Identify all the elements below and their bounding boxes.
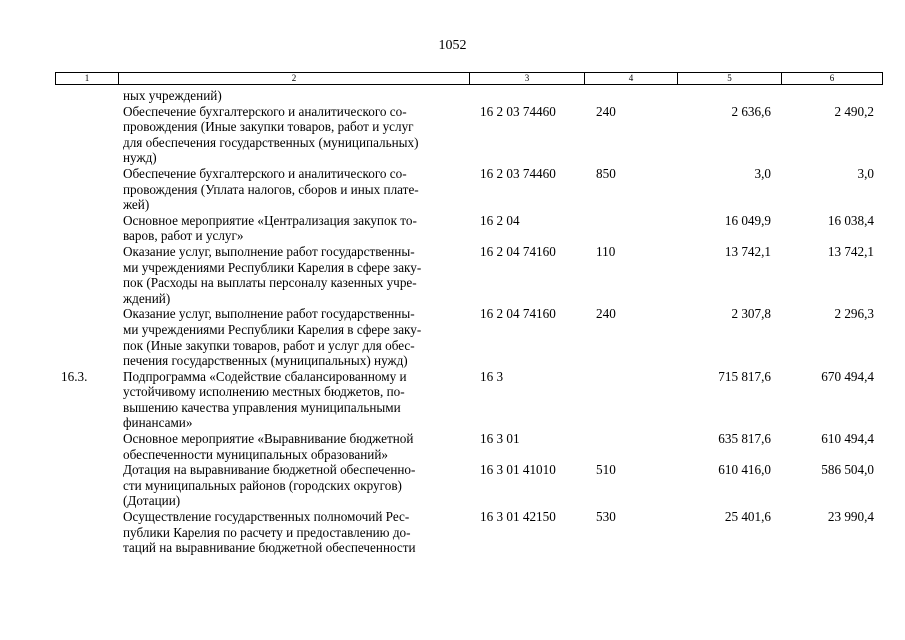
description-line: ных учреждений) <box>123 88 222 103</box>
row-description <box>118 244 469 306</box>
row-description <box>118 509 469 556</box>
row-description <box>118 88 469 104</box>
amount-col5: 715 817,6 <box>718 368 771 384</box>
description-line: Подпрограмма «Содействие сбалансированному и <box>123 368 407 384</box>
description-line: нужд) <box>123 150 157 166</box>
column-header-3: 3 <box>470 73 585 85</box>
amount-col6: 3,0 <box>857 165 874 181</box>
row-description <box>118 431 469 462</box>
description-line: пок (Расходы на выплаты персоналу казенных учре- <box>123 275 417 291</box>
table-row <box>55 88 882 104</box>
description-line: сти муниципальных районов (городских округов) <box>123 477 402 493</box>
expense-type: 240 <box>596 103 616 119</box>
row-description <box>118 104 469 166</box>
description-line: жей) <box>123 197 150 213</box>
row-number <box>55 213 118 244</box>
description-line: Оказание услуг, выполнение работ государственны- <box>123 243 415 259</box>
description-line: устойчивому исполнению местных бюджетов, по- <box>123 384 405 400</box>
description-line: (Дотации) <box>123 493 181 509</box>
classification-code: 16 3 01 42150 <box>480 509 556 525</box>
row-description <box>118 369 469 431</box>
classification-code: 16 2 03 74460 <box>480 165 556 181</box>
description-line: Основное мероприятие «Выравнивание бюджетной <box>123 431 414 447</box>
description-line: для обеспечения государственных (муниципальных) <box>123 134 419 150</box>
amount-col6: 610 494,4 <box>821 431 874 447</box>
row-number <box>55 306 118 368</box>
description-line: Дотация на выравнивание бюджетной обеспеченно- <box>123 462 416 478</box>
expense-type: 510 <box>596 462 616 478</box>
description-line: ждений) <box>123 290 171 306</box>
amount-col6: 2 296,3 <box>834 306 874 322</box>
table-row <box>55 213 882 244</box>
classification-code: 16 2 04 74160 <box>480 243 556 259</box>
column-header-5: 5 <box>678 73 782 85</box>
amount-col6: 2 490,2 <box>834 103 874 119</box>
description-line: финансами» <box>123 415 193 431</box>
amount-col6 <box>781 88 882 104</box>
expense-type <box>584 431 677 462</box>
amount-col5: 16 049,9 <box>724 212 771 228</box>
amount-col5: 2 636,6 <box>731 103 771 119</box>
amount-col6: 670 494,4 <box>821 368 874 384</box>
description-line: ми учреждениями Республики Карелия в сфере заку- <box>123 321 422 337</box>
expense-type: 110 <box>596 243 616 259</box>
budget-table-body <box>55 88 882 556</box>
row-number <box>55 104 118 166</box>
expense-type <box>584 213 677 244</box>
classification-code: 16 2 03 74460 <box>480 103 556 119</box>
row-number <box>55 244 118 306</box>
column-header-1: 1 <box>56 73 119 85</box>
table-row <box>55 104 882 166</box>
description-line: Основное мероприятие «Централизация закупок то- <box>123 212 417 228</box>
table-row <box>55 244 882 306</box>
classification-code: 16 3 01 41010 <box>480 462 556 478</box>
amount-col5: 2 307,8 <box>731 306 771 322</box>
amount-col6: 23 990,4 <box>827 509 874 525</box>
amount-col5: 3,0 <box>754 165 771 181</box>
expense-type <box>584 88 677 104</box>
table-row <box>55 462 882 509</box>
expense-type: 850 <box>596 165 616 181</box>
column-header-2: 2 <box>119 73 470 85</box>
expense-type: 530 <box>596 509 616 525</box>
table-row <box>55 431 882 462</box>
column-header <box>55 72 883 85</box>
description-line: варов, работ и услуг» <box>123 228 244 244</box>
amount-col5: 635 817,6 <box>718 431 771 447</box>
description-line: Осуществление государственных полномочий Рес- <box>123 509 410 525</box>
row-number <box>55 509 118 556</box>
table-row <box>55 306 882 368</box>
description-line: провождения (Уплата налогов, сборов и иных плате- <box>123 181 419 197</box>
amount-col5: 13 742,1 <box>724 243 771 259</box>
row-number <box>55 462 118 509</box>
description-line: таций на выравнивание бюджетной обеспеченности <box>123 540 416 556</box>
row-description <box>118 213 469 244</box>
classification-code <box>469 88 584 104</box>
description-line: Обеспечение бухгалтерского и аналитического со- <box>123 103 407 119</box>
table-row <box>55 369 882 431</box>
page-number: 1052 <box>438 38 467 53</box>
description-line: обеспеченности муниципальных образований» <box>123 446 388 462</box>
row-number <box>55 88 118 104</box>
classification-code: 16 3 <box>480 368 504 384</box>
column-header-6: 6 <box>782 73 883 85</box>
amount-col6: 13 742,1 <box>827 243 874 259</box>
row-description <box>118 462 469 509</box>
amount-col5 <box>677 88 781 104</box>
classification-code: 16 2 04 74160 <box>480 306 556 322</box>
table-row <box>55 509 882 556</box>
row-description <box>118 166 469 213</box>
amount-col5: 610 416,0 <box>718 462 771 478</box>
description-line: провождения (Иные закупки товаров, работ и услуг <box>123 119 414 135</box>
description-line: пок (Иные закупки товаров, работ и услуг для обес- <box>123 337 415 353</box>
expense-type: 240 <box>596 306 616 322</box>
description-line: печения государственных (муниципальных) нужд) <box>123 353 408 369</box>
amount-col6: 586 504,0 <box>821 462 874 478</box>
column-header-4: 4 <box>585 73 678 85</box>
row-number: 16.3. <box>61 368 88 384</box>
amount-col6: 16 038,4 <box>827 212 874 228</box>
row-number <box>55 431 118 462</box>
description-line: публики Карелия по расчету и предоставлению до- <box>123 524 411 540</box>
classification-code: 16 3 01 <box>480 431 520 447</box>
description-line: ми учреждениями Республики Карелия в сфере заку- <box>123 259 422 275</box>
table-row <box>55 166 882 213</box>
amount-col5: 25 401,6 <box>724 509 771 525</box>
description-line: Обеспечение бухгалтерского и аналитического со- <box>123 165 407 181</box>
row-description <box>118 306 469 368</box>
description-line: Оказание услуг, выполнение работ государственны- <box>123 306 415 322</box>
expense-type <box>584 369 677 431</box>
description-line: вышению качества управления муниципальными <box>123 399 401 415</box>
row-number <box>55 166 118 213</box>
classification-code: 16 2 04 <box>480 212 520 228</box>
